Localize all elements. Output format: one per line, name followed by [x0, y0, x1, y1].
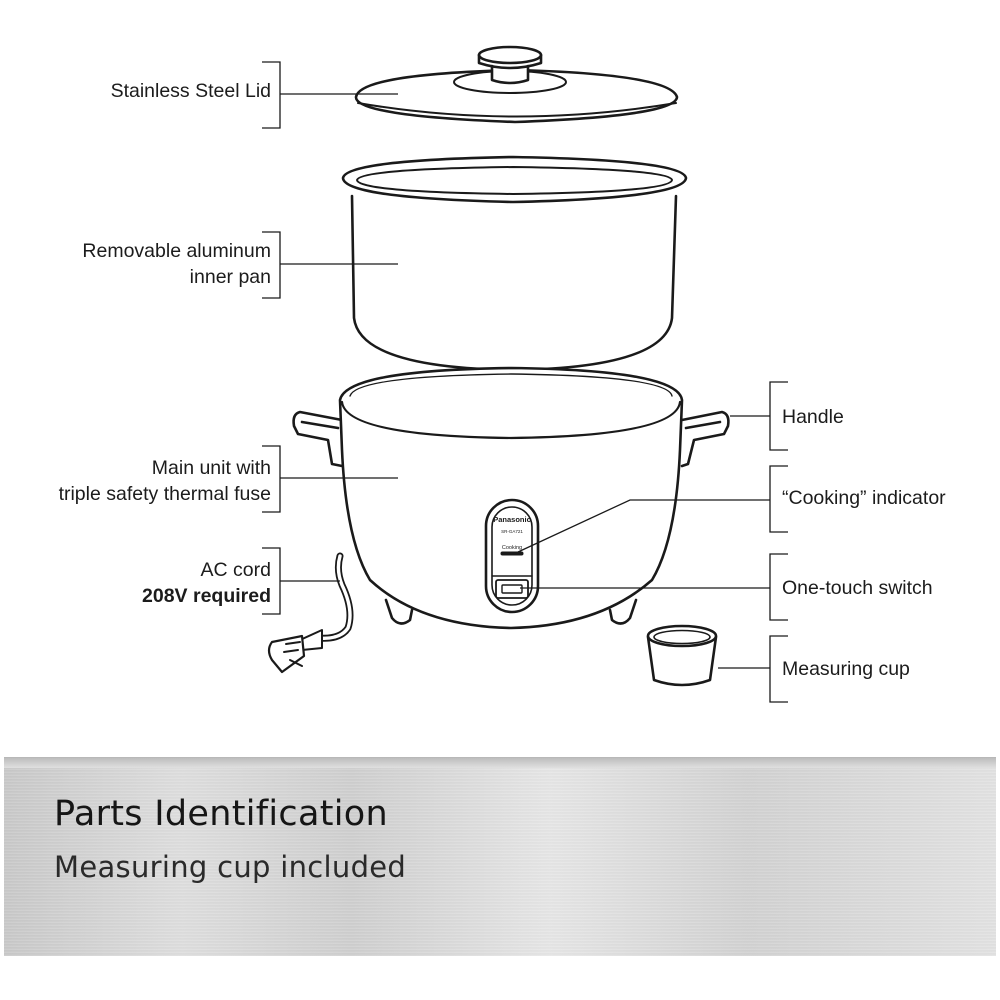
stainless-steel-lid — [356, 47, 677, 122]
cord-leader — [262, 548, 340, 614]
label-one-touch-switch: One-touch switch — [782, 577, 933, 599]
cup-leader — [718, 636, 788, 702]
handle-leader — [730, 382, 788, 450]
label-main-unit-line1: Main unit with — [151, 457, 271, 479]
label-main-unit-line2: triple safety thermal fuse — [58, 483, 271, 505]
label-inner-pan-line2: inner pan — [189, 266, 271, 288]
pan-leader — [262, 232, 398, 298]
label-handle: Handle — [782, 406, 844, 428]
banner-subtitle: Measuring cup included — [54, 850, 407, 884]
label-inner-pan — [82, 238, 271, 290]
banner-title: Parts Identification — [54, 794, 388, 834]
banner-top-edge — [4, 758, 996, 768]
label-cooking-indicator: “Cooking” indicator — [782, 487, 946, 509]
label-lid: Stainless Steel Lid — [110, 80, 271, 102]
main-unit — [340, 368, 682, 628]
label-ac-cord — [142, 557, 271, 609]
panel-cooking-text: Cooking — [501, 545, 523, 551]
label-measuring-cup: Measuring cup — [782, 658, 910, 680]
label-main-unit — [59, 455, 271, 507]
panel-model: SR-GA721 — [501, 529, 523, 534]
measuring-cup — [648, 626, 716, 685]
label-ac-cord-line1: AC cord — [200, 559, 271, 581]
label-ac-cord-line2: 208V required — [142, 585, 271, 607]
ac-cord — [269, 556, 350, 672]
panel-brand: Panasonic — [493, 515, 531, 524]
label-inner-pan-line1: Removable aluminum — [82, 240, 271, 262]
brushed-steel-banner — [4, 757, 996, 956]
